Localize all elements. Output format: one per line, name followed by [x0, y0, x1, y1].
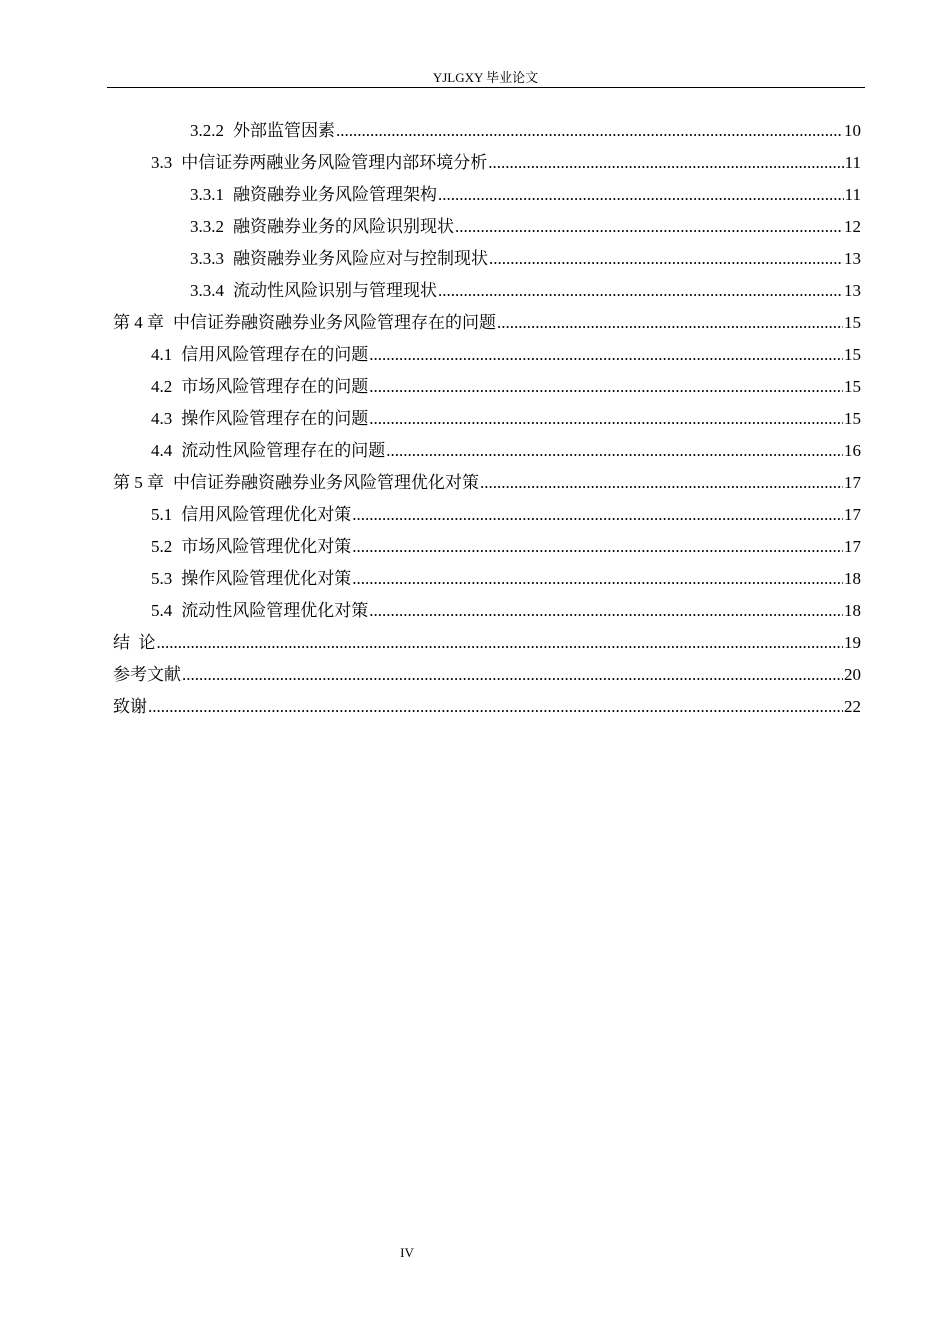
- toc-entry-number: 第 5 章: [113, 473, 164, 492]
- toc-entry[interactable]: [113, 595, 861, 627]
- toc-entry-number: 3.3: [151, 153, 173, 172]
- toc-entry-title: 操作风险管理优化对策: [181, 569, 352, 588]
- toc-entry-page: 11: [844, 153, 861, 172]
- toc-entry-title: 外部监管因素: [233, 121, 335, 140]
- toc-dot-leader: [182, 659, 843, 691]
- toc-entry[interactable]: [113, 563, 861, 595]
- header-rule: [107, 87, 865, 88]
- toc-dot-leader: [352, 563, 843, 595]
- toc-dot-leader: [336, 115, 843, 147]
- toc-entry[interactable]: [113, 243, 861, 275]
- toc-entry-title: 结 论: [113, 633, 156, 652]
- toc-entry-page: 17: [844, 473, 861, 492]
- toc-entry[interactable]: [113, 371, 861, 403]
- toc-entry-page: 16: [844, 441, 861, 460]
- toc-dot-leader: [438, 179, 844, 211]
- toc-entry-page: 15: [844, 345, 861, 364]
- toc-entry-number: 4.2: [151, 377, 173, 396]
- toc-entry-title: 中信证券融资融券业务风险管理优化对策: [173, 473, 479, 492]
- toc-dot-leader: [369, 403, 843, 435]
- toc-entry-title: 流动性风险管理存在的问题: [181, 441, 386, 460]
- toc-entry-page: 18: [844, 601, 861, 620]
- toc-entry[interactable]: [113, 307, 861, 339]
- toc-entry-title: 市场风险管理存在的问题: [181, 377, 369, 396]
- toc-entry-page: 15: [844, 377, 861, 396]
- toc-entry-title: 操作风险管理存在的问题: [181, 409, 369, 428]
- toc-entry[interactable]: [113, 211, 861, 243]
- toc-dot-leader: [369, 371, 843, 403]
- toc-entry-title: 致谢: [113, 697, 147, 716]
- toc-entry-number: 5.1: [151, 505, 173, 524]
- toc-entry[interactable]: [113, 339, 861, 371]
- toc-entry[interactable]: [113, 659, 861, 691]
- toc-entry-page: 19: [844, 633, 861, 652]
- toc-dot-leader: [369, 339, 843, 371]
- toc-entry-number: 3.3.3: [190, 249, 224, 268]
- toc-entry-title: 中信证券融资融券业务风险管理存在的问题: [173, 313, 496, 332]
- toc-entry-page: 15: [844, 409, 861, 428]
- toc-entry-number: 5.3: [151, 569, 173, 588]
- toc-entry[interactable]: [113, 179, 861, 211]
- toc-entry[interactable]: [113, 467, 861, 499]
- table-of-contents: [113, 115, 861, 723]
- toc-entry-page: 15: [844, 313, 861, 332]
- toc-entry-number: 5.4: [151, 601, 173, 620]
- toc-entry-title: 融资融券业务风险应对与控制现状: [233, 249, 488, 268]
- toc-entry-number: 4.1: [151, 345, 173, 364]
- toc-dot-leader: [157, 627, 844, 659]
- toc-entry-title: 中信证券两融业务风险管理内部环境分析: [181, 153, 488, 172]
- toc-entry-page: 17: [844, 537, 861, 556]
- toc-entry-page: 13: [844, 281, 861, 300]
- toc-entry[interactable]: [113, 275, 861, 307]
- toc-entry-title: 融资融券业务风险管理架构: [233, 185, 437, 204]
- toc-entry-title: 信用风险管理存在的问题: [181, 345, 369, 364]
- toc-entry-title: 融资融券业务的风险识别现状: [233, 217, 454, 236]
- toc-entry-title: 流动性风险管理优化对策: [181, 601, 369, 620]
- toc-entry-number: 3.3.1: [190, 185, 224, 204]
- toc-entry[interactable]: [113, 115, 861, 147]
- toc-dot-leader: [480, 467, 843, 499]
- toc-dot-leader: [352, 531, 843, 563]
- toc-dot-leader: [148, 691, 843, 723]
- toc-entry-number: 第 4 章: [113, 313, 164, 332]
- toc-entry[interactable]: [113, 435, 861, 467]
- toc-dot-leader: [352, 499, 843, 531]
- toc-dot-leader: [369, 595, 843, 627]
- toc-dot-leader: [386, 435, 843, 467]
- toc-entry-page: 18: [844, 569, 861, 588]
- toc-entry-number: 3.2.2: [190, 121, 224, 140]
- toc-dot-leader: [489, 243, 843, 275]
- toc-entry[interactable]: [113, 531, 861, 563]
- toc-entry[interactable]: [113, 691, 861, 723]
- toc-entry[interactable]: [113, 627, 861, 659]
- toc-entry-number: 3.3.2: [190, 217, 224, 236]
- toc-entry-page: 11: [844, 185, 861, 204]
- toc-entry-page: 12: [844, 217, 861, 236]
- toc-entry-page: 13: [844, 249, 861, 268]
- toc-entry-number: 4.4: [151, 441, 173, 460]
- toc-dot-leader: [455, 211, 843, 243]
- toc-entry-title: 参考文献: [113, 665, 181, 684]
- toc-dot-leader: [497, 307, 843, 339]
- toc-entry-number: 4.3: [151, 409, 173, 428]
- toc-entry[interactable]: [113, 403, 861, 435]
- page-number: IV: [400, 1245, 414, 1260]
- page-header: YJLGXY 毕业论文: [432, 70, 539, 85]
- toc-dot-leader: [438, 275, 843, 307]
- toc-entry[interactable]: [113, 147, 861, 179]
- toc-entry-page: 22: [844, 697, 861, 716]
- toc-entry-page: 20: [844, 665, 861, 684]
- toc-entry-title: 信用风险管理优化对策: [181, 505, 352, 524]
- toc-dot-leader: [488, 147, 843, 179]
- toc-entry-number: 3.3.4: [190, 281, 224, 300]
- toc-entry-page: 10: [844, 121, 861, 140]
- toc-entry-number: 5.2: [151, 537, 173, 556]
- toc-entry-title: 市场风险管理优化对策: [181, 537, 352, 556]
- toc-entry-title: 流动性风险识别与管理现状: [233, 281, 437, 300]
- toc-entry[interactable]: [113, 499, 861, 531]
- toc-entry-page: 17: [844, 505, 861, 524]
